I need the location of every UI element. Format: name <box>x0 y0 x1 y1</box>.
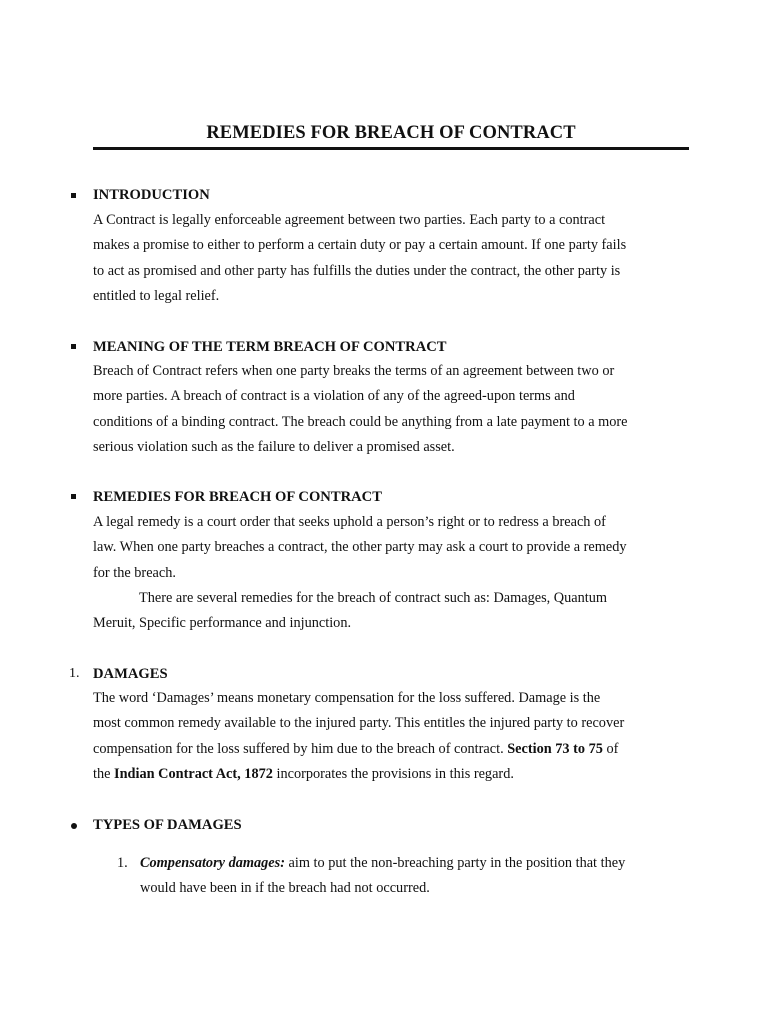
section-heading-meaning: MEANING OF THE TERM BREACH OF CONTRACT <box>93 339 447 355</box>
text-line: makes a promise to either to perform a certain duty or pay a certain amount. If one party fails <box>93 237 627 254</box>
text-line: Breach of Contract refers when one party breaks the terms of an agreement between two or <box>93 363 615 379</box>
text-line: Meruit, Specific performance and injunction. <box>93 615 352 632</box>
section-body-damages <box>93 686 683 787</box>
text-run: aim to put the non-breaching party in the position that they <box>284 855 626 871</box>
square-bullet-icon <box>71 193 76 198</box>
text-line: There are several remedies for the breach of contract such as: Damages, Quantum <box>139 589 608 606</box>
section-heading-damages: DAMAGES <box>93 666 168 682</box>
section-heading-types-of-damages: TYPES OF DAMAGES <box>93 817 242 833</box>
text-line: conditions of a binding contract. The breach could be anything from a late payment to a more <box>93 413 628 430</box>
section-body-remedies <box>93 510 683 636</box>
title-underline <box>93 147 689 150</box>
text-line: most common remedy available to the injured party. This entitles the injured party to recover <box>93 715 625 732</box>
section-heading-introduction: INTRODUCTION <box>93 187 210 203</box>
text-run: the <box>93 765 115 782</box>
bold-reference: Section 73 to 75 <box>507 740 603 757</box>
text-line: serious violation such as the failure to deliver a promised asset. <box>93 438 455 455</box>
text-line <box>140 851 700 876</box>
square-bullet-icon <box>71 344 76 349</box>
bold-reference: Indian Contract Act, 1872 <box>114 765 273 782</box>
text-run: incorporates the provisions in this regard. <box>272 765 514 782</box>
page-title: REMEDIES FOR BREACH OF CONTRACT <box>206 123 576 143</box>
section-body-meaning <box>93 359 683 460</box>
text-run: compensation for the loss suffered by him due to the breach of contract. <box>93 740 508 757</box>
text-line: A Contract is legally enforceable agreement between two parties. Each party to a contract <box>93 212 606 228</box>
text-line: for the breach. <box>93 564 176 581</box>
text-line: more parties. A breach of contract is a violation of any of the agreed-upon terms and <box>93 388 575 405</box>
round-bullet-icon <box>71 823 77 829</box>
section-heading-remedies: REMEDIES FOR BREACH OF CONTRACT <box>93 489 382 505</box>
section-number: 1. <box>69 666 80 681</box>
term-label: Compensatory damages: <box>140 855 285 871</box>
list-item <box>140 851 700 902</box>
text-line: A legal remedy is a court order that seeks uphold a person’s right or to redress a breach of <box>93 514 606 530</box>
text-line: would have been in if the breach had not occurred. <box>140 880 430 897</box>
text-run: of <box>602 740 619 757</box>
text-line: The word ‘Damages’ means monetary compensation for the loss suffered. Damage is the <box>93 690 601 706</box>
text-line <box>93 762 683 787</box>
section-body-introduction <box>93 208 683 309</box>
list-item-number: 1. <box>117 855 128 871</box>
square-bullet-icon <box>71 494 76 499</box>
text-line <box>93 737 683 762</box>
text-line: entitled to legal relief. <box>93 287 220 304</box>
text-line: to act as promised and other party has fulfills the duties under the contract, the other party is <box>93 262 621 279</box>
text-line: law. When one party breaches a contract, the other party may ask a court to provide a remedy <box>93 539 627 556</box>
